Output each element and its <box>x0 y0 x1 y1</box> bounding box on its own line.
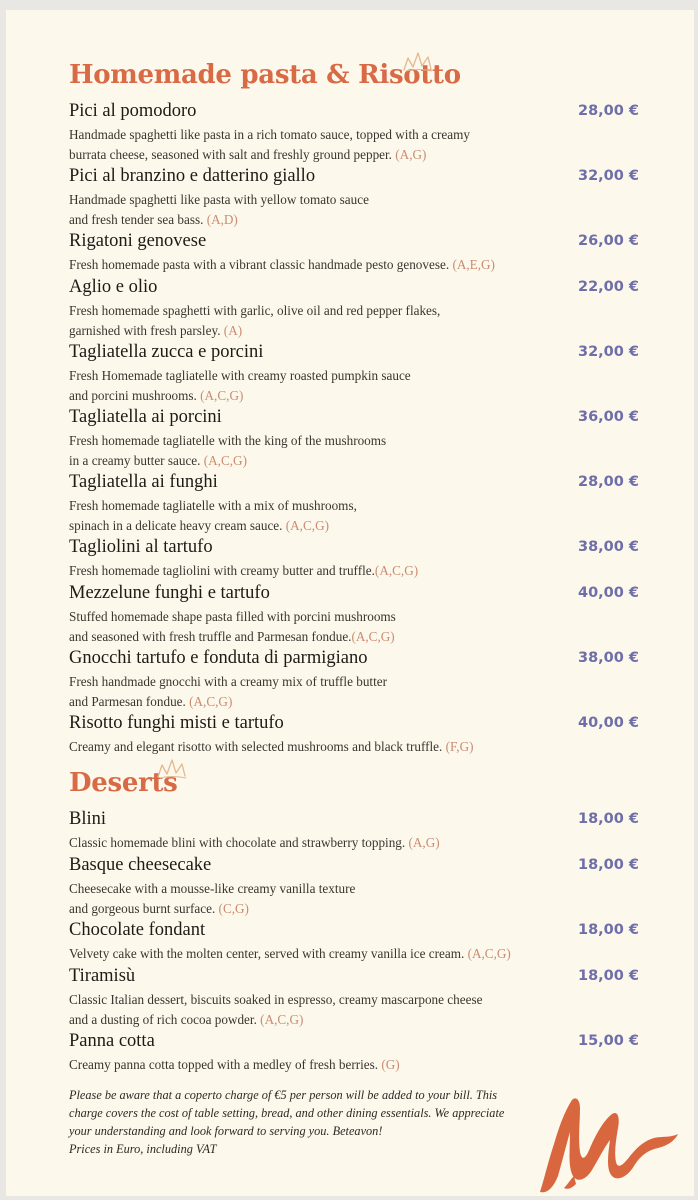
item-allergens: (A) <box>223 322 243 338</box>
item-description <box>69 833 639 853</box>
menu-item <box>69 854 639 918</box>
item-description-text: Classic Italian dessert, biscuits soaked in espresso, creamy mascarpone cheese and a dusting of rich cocoa powder. <box>69 992 483 1027</box>
section-title-pasta: Homemade pasta & Risotto <box>69 60 461 90</box>
item-description-text: Classic homemade blini with chocolate and strawberry topping. <box>69 835 409 850</box>
item-name: Tagliatella ai porcini <box>69 407 222 427</box>
item-description-text: Creamy and elegant risotto with selected mushrooms and black truffle. <box>69 739 446 754</box>
menu-item <box>69 406 639 470</box>
item-description <box>69 301 639 340</box>
item-name: Chocolate fondant <box>69 920 206 940</box>
item-price: 18,00 € <box>577 922 639 938</box>
item-price: 40,00 € <box>577 585 639 601</box>
item-price: 38,00 € <box>577 650 639 666</box>
menu-item <box>69 582 639 646</box>
item-allergens: (A,C,G) <box>351 628 395 644</box>
item-description-text: Fresh handmade gnocchi with a creamy mix of truffle butter and Parmesan fondue. <box>69 674 387 709</box>
item-allergens: (A,C,G) <box>203 452 247 468</box>
item-allergens: (A,C,G) <box>467 946 511 961</box>
item-allergens: (F,G) <box>445 739 474 754</box>
item-name: Pici al branzino e datterino giallo <box>69 166 316 186</box>
item-price: 40,00 € <box>577 715 639 731</box>
menu-item <box>69 712 639 757</box>
menu-item <box>69 100 639 164</box>
item-description-text: Cheesecake with a mousse-like creamy vanilla texture and gorgeous burnt surface. <box>69 881 356 916</box>
item-description <box>69 431 639 470</box>
item-name: Rigatoni genovese <box>69 231 207 251</box>
crown-doodle-icon <box>155 757 191 781</box>
note-line: Please be aware that a coperto charge of €5 per person will be added to your bill. This <box>69 1088 498 1102</box>
item-price: 15,00 € <box>577 1033 639 1049</box>
menu-item <box>69 965 639 1029</box>
coperto-note <box>69 1086 539 1158</box>
item-description-text: Velvety cake with the molten center, served with creamy vanilla ice cream. <box>69 946 468 961</box>
item-description-text: Fresh homemade tagliatelle with a mix of mushrooms, spinach in a delicate heavy cream sauce. <box>69 498 357 533</box>
m-brush-logo-icon <box>534 1092 682 1196</box>
item-description-text: Fresh homemade spaghetti with garlic, olive oil and red pepper flakes, garnished with fresh parsley. <box>69 303 441 338</box>
item-description-text: Handmade spaghetti like pasta with yellow tomato sauce and fresh tender sea bass. <box>69 192 369 227</box>
item-name: Risotto funghi misti e tartufo <box>69 713 284 733</box>
item-name: Tiramisù <box>69 966 136 986</box>
menu-item <box>69 471 639 535</box>
item-name: Tagliatella zucca e porcini <box>69 342 264 362</box>
item-name: Aglio e olio <box>69 277 158 297</box>
menu-item <box>69 536 639 581</box>
item-description <box>69 1055 639 1075</box>
note-line: your understanding and look forward to serving you. Beteavon! <box>69 1124 383 1138</box>
menu-item <box>69 341 639 405</box>
item-description-text: Fresh homemade tagliatelle with the king of the mushrooms in a creamy butter sauce. <box>69 433 387 468</box>
menu-item <box>69 647 639 711</box>
item-allergens: (A,C,G) <box>189 693 233 709</box>
item-description <box>69 990 639 1029</box>
item-description <box>69 561 639 581</box>
item-description-text: Handmade spaghetti like pasta in a rich tomato sauce, topped with a creamy burrata cheese, seasoned with salt and freshly ground pepper. <box>69 127 470 162</box>
item-name: Panna cotta <box>69 1031 155 1051</box>
item-description <box>69 944 639 964</box>
menu-page <box>6 10 694 1196</box>
item-allergens: (C,G) <box>218 900 249 916</box>
item-allergens: (A,C,G) <box>260 1011 304 1027</box>
crown-doodle-icon <box>401 50 437 74</box>
item-price: 28,00 € <box>577 103 639 119</box>
item-price: 26,00 € <box>577 233 639 249</box>
item-price: 32,00 € <box>577 344 639 360</box>
menu-item <box>69 919 639 964</box>
menu-item <box>69 230 639 275</box>
item-name: Tagliolini al tartufo <box>69 537 213 557</box>
menu-item <box>69 808 639 853</box>
item-name: Tagliatella ai funghi <box>69 472 218 492</box>
item-description <box>69 255 639 275</box>
item-allergens: (A,E,G) <box>452 257 495 272</box>
item-name: Mezzelune funghi e tartufo <box>69 583 270 603</box>
item-price: 18,00 € <box>577 857 639 873</box>
item-description <box>69 125 639 164</box>
item-name: Gnocchi tartufo e fonduta di parmigiano <box>69 648 368 668</box>
item-price: 28,00 € <box>577 474 639 490</box>
note-line: charge covers the cost of table setting, bread, and other dining essentials. We appreciate <box>69 1106 505 1120</box>
item-description-text: Fresh Homemade tagliatelle with creamy roasted pumpkin sauce and porcini mushrooms. <box>69 368 411 403</box>
item-price: 38,00 € <box>577 539 639 555</box>
menu-item <box>69 165 639 229</box>
item-description <box>69 496 639 535</box>
item-allergens: (A,C,G) <box>200 387 244 403</box>
item-price: 18,00 € <box>577 811 639 827</box>
item-price: 22,00 € <box>577 279 639 295</box>
item-allergens: (A,C,G) <box>374 563 419 578</box>
item-name: Pici al pomodoro <box>69 101 197 121</box>
item-price: 32,00 € <box>577 168 639 184</box>
item-allergens: (A,G) <box>408 835 440 850</box>
item-price: 18,00 € <box>577 968 639 984</box>
item-description <box>69 672 639 711</box>
item-description <box>69 190 639 229</box>
item-description-text: Fresh homemade tagliolini with creamy butter and truffle. <box>69 563 375 578</box>
item-allergens: (A,G) <box>395 146 427 162</box>
item-description <box>69 737 639 757</box>
item-name: Basque cheesecake <box>69 855 212 875</box>
item-description <box>69 879 639 918</box>
item-description <box>69 607 639 646</box>
menu-item <box>69 276 639 340</box>
item-price: 36,00 € <box>577 409 639 425</box>
section-title-deserts: Deserts <box>69 768 178 798</box>
item-description-text: Stuffed homemade shape pasta filled with porcini mushrooms and seasoned with fresh truffle and Parmesan fondue. <box>69 609 396 644</box>
item-allergens: (G) <box>381 1057 400 1072</box>
item-description-text: Creamy panna cotta topped with a medley of fresh berries. <box>69 1057 382 1072</box>
item-name: Blini <box>69 809 107 829</box>
item-description <box>69 366 639 405</box>
note-line: Prices in Euro, including VAT <box>69 1142 217 1156</box>
item-allergens: (A,C,G) <box>285 517 329 533</box>
item-allergens: (A,D) <box>206 211 238 227</box>
item-description-text: Fresh homemade pasta with a vibrant classic handmade pesto genovese. <box>69 257 453 272</box>
menu-item <box>69 1030 639 1075</box>
